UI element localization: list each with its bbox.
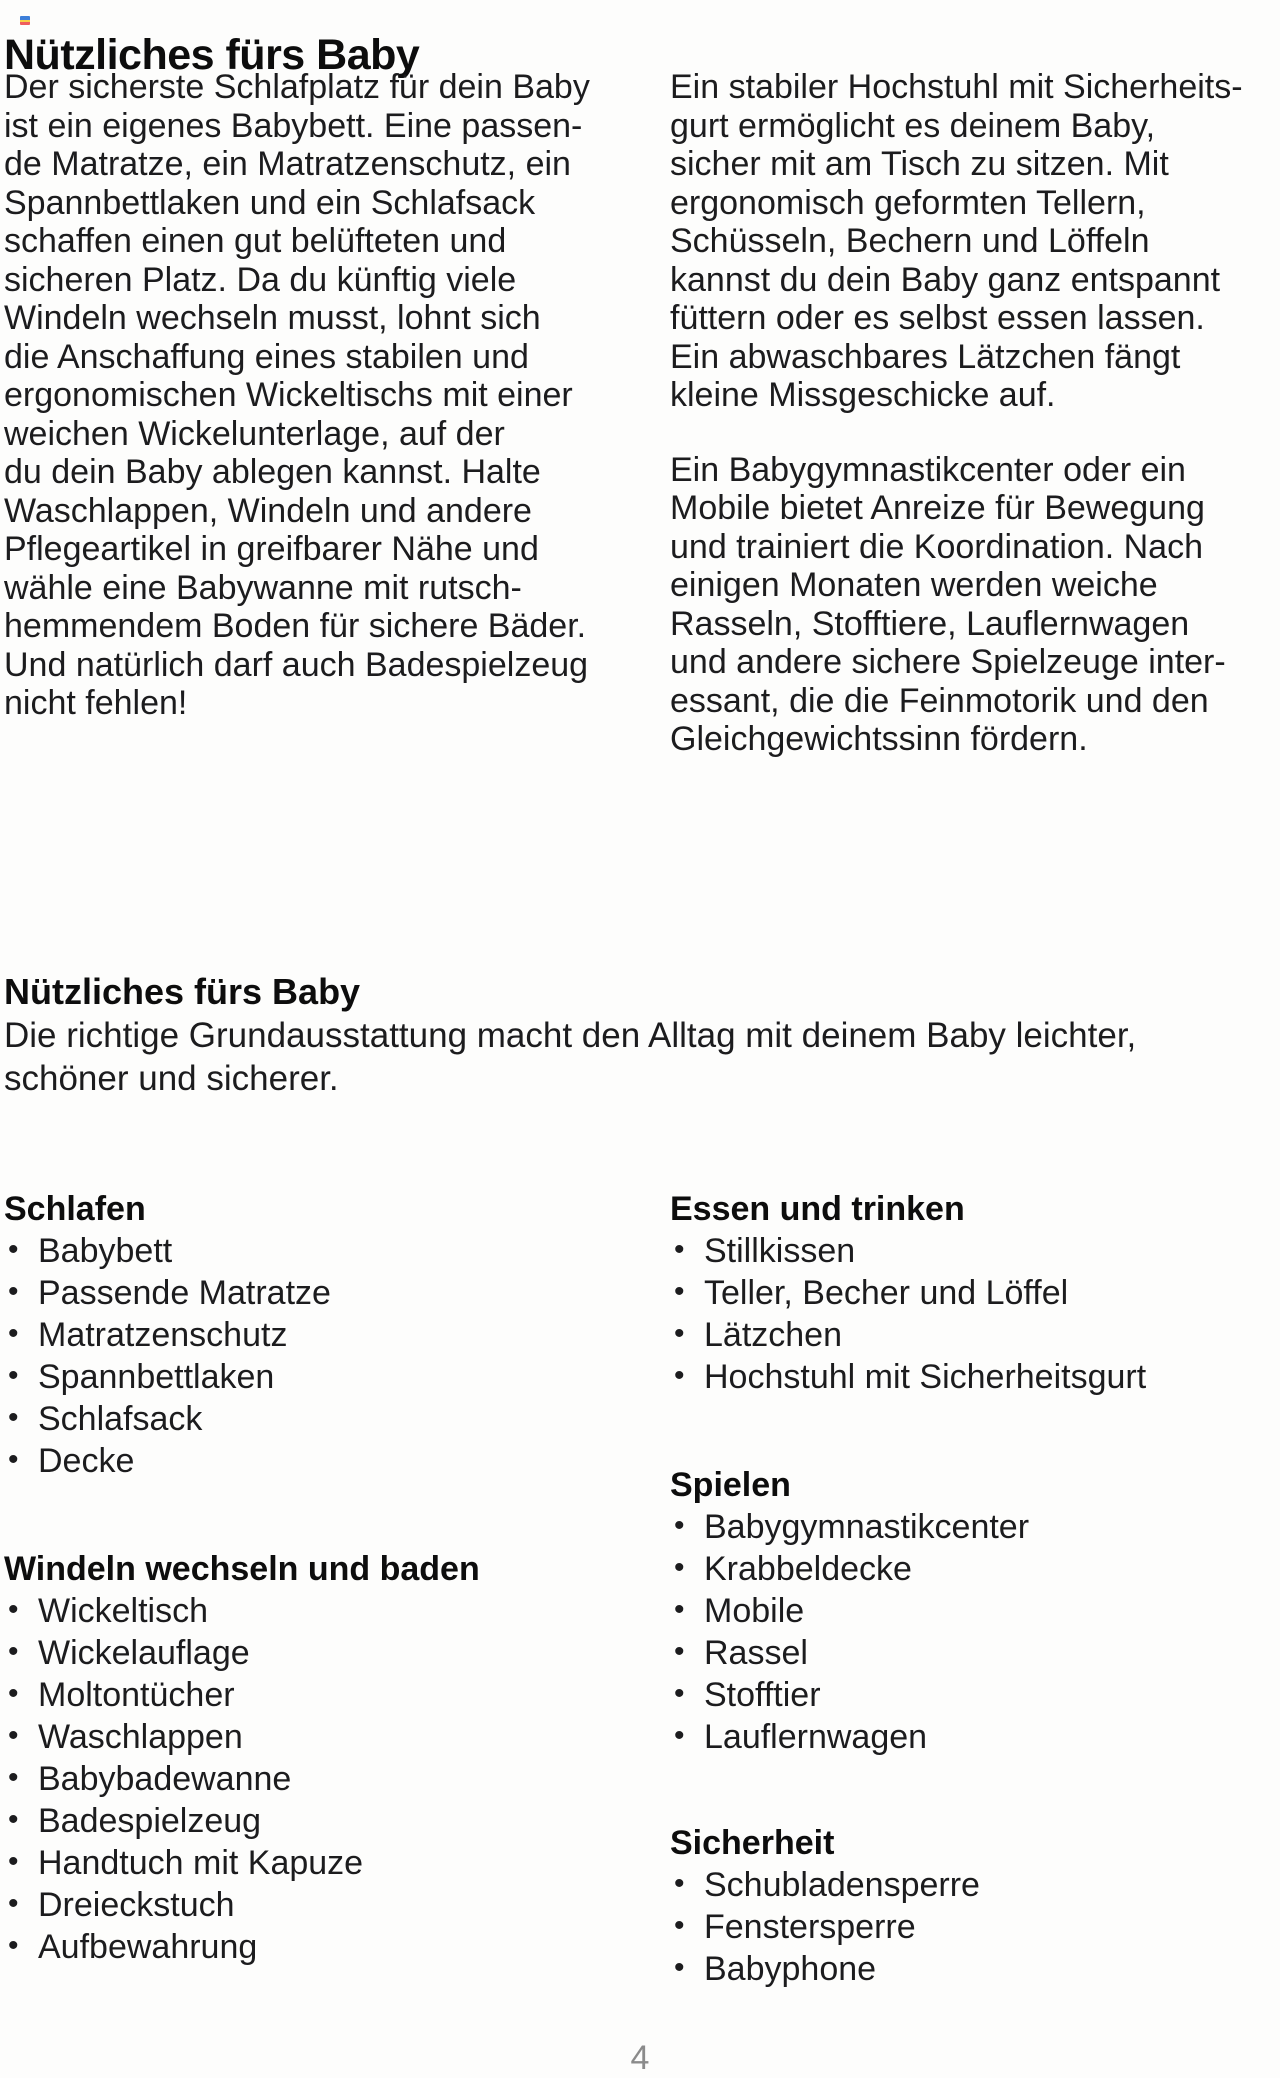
list-item-label: Babygymnastikcenter bbox=[704, 1508, 1030, 1546]
list-item-label: Fenstersperre bbox=[704, 1908, 916, 1946]
text-line: Rasseln, Stofftiere, Lauflernwagen bbox=[670, 604, 1190, 643]
bullet-icon: • bbox=[8, 1635, 19, 1668]
text-line: Der sicherste Schlafplatz für dein Baby bbox=[4, 68, 590, 106]
checklist-windeln bbox=[4, 1548, 614, 1968]
list-item-label: Passende Matratze bbox=[38, 1274, 331, 1312]
bullet-icon: • bbox=[8, 1443, 19, 1476]
list-item-label: Dreieckstuch bbox=[38, 1886, 235, 1924]
text-line: ergonomischen Wickeltischs mit einer bbox=[4, 376, 573, 414]
list-item bbox=[670, 1864, 1280, 1906]
list-item-label: Badespielzeug bbox=[38, 1802, 262, 1840]
list-item-label: Stillkissen bbox=[704, 1232, 856, 1270]
list-item bbox=[4, 1716, 614, 1758]
text-line: sicheren Platz. Da du künftig viele bbox=[4, 260, 517, 299]
list-item-label: Wickelauflage bbox=[38, 1634, 250, 1672]
checklist-windeln-items bbox=[4, 1590, 614, 1968]
text-line: ergonomisch geformten Tellern, bbox=[670, 183, 1146, 222]
checklist-spielen-items bbox=[670, 1506, 1280, 1758]
list-item bbox=[4, 1758, 614, 1800]
list-item bbox=[4, 1590, 614, 1632]
list-item bbox=[670, 1948, 1280, 1990]
list-item bbox=[670, 1632, 1280, 1674]
checklist-essen bbox=[670, 1188, 1280, 1398]
text-line: schaffen einen gut belüfteten und bbox=[4, 222, 507, 260]
list-item-label: Schubladensperre bbox=[704, 1866, 980, 1904]
intro-right-paragraph-1 bbox=[670, 68, 1280, 415]
list-item bbox=[4, 1398, 614, 1440]
bullet-icon: • bbox=[674, 1635, 685, 1668]
checklist-schlafen bbox=[4, 1188, 614, 1482]
list-item-label: Aufbewahrung bbox=[38, 1928, 258, 1966]
list-item bbox=[670, 1590, 1280, 1632]
checklist-windeln-heading: Windeln wechseln und baden bbox=[4, 1550, 480, 1588]
text-line: einigen Monaten werden weiche bbox=[670, 566, 1158, 604]
list-item-label: Wickeltisch bbox=[38, 1592, 209, 1630]
list-item bbox=[4, 1842, 614, 1884]
checklist-spielen bbox=[670, 1464, 1280, 1758]
list-item-label: Mobile bbox=[704, 1592, 805, 1630]
text-line: Mobile bietet Anreize für Bewegung bbox=[670, 489, 1205, 527]
summary-text bbox=[4, 1014, 1274, 1100]
checklist-sicherheit-items bbox=[670, 1864, 1280, 1990]
text-line: hemmendem Boden für sichere Bäder. bbox=[4, 607, 587, 645]
text-line: Windeln wechseln musst, lohnt sich bbox=[4, 299, 541, 337]
list-item-label: Lätzchen bbox=[704, 1316, 842, 1354]
list-item bbox=[670, 1272, 1280, 1314]
list-item bbox=[670, 1230, 1280, 1272]
list-item-label: Handtuch mit Kapuze bbox=[38, 1844, 364, 1882]
page-title: Nützliches fürs Baby bbox=[4, 30, 420, 79]
checklist-essen-items bbox=[670, 1230, 1280, 1398]
text-line: und trainiert die Koordination. Nach bbox=[670, 527, 1203, 566]
text-line: weichen Wickelunterlage, auf der bbox=[4, 414, 505, 453]
text-line: du dein Baby ablegen kannst. Halte bbox=[4, 453, 541, 491]
list-item bbox=[4, 1356, 614, 1398]
bullet-icon: • bbox=[8, 1317, 19, 1350]
bullet-icon: • bbox=[674, 1867, 685, 1900]
text-line: ist ein eigenes Babybett. Eine passen- bbox=[4, 106, 583, 145]
text-line: Gleichgewichtssinn fördern. bbox=[670, 720, 1088, 758]
list-item-label: Decke bbox=[38, 1442, 135, 1480]
bullet-icon: • bbox=[674, 1719, 685, 1752]
list-item-label: Waschlappen bbox=[38, 1718, 243, 1756]
list-item bbox=[4, 1800, 614, 1842]
text-line: nicht fehlen! bbox=[4, 684, 188, 722]
list-item bbox=[4, 1632, 614, 1674]
text-line: Und natürlich darf auch Badespielzeug bbox=[4, 645, 589, 684]
summary-heading: Nützliches fürs Baby bbox=[4, 971, 361, 1012]
text-line: schöner und sicherer. bbox=[4, 1059, 339, 1098]
text-line: die Anschaffung eines stabilen und bbox=[4, 337, 529, 376]
bullet-icon: • bbox=[8, 1929, 19, 1962]
list-item bbox=[4, 1230, 614, 1272]
intro-right-paragraph-2 bbox=[670, 451, 1280, 759]
list-item bbox=[670, 1548, 1280, 1590]
summary-section bbox=[4, 970, 1274, 1100]
text-line: kannst du dein Baby ganz entspannt bbox=[670, 260, 1221, 299]
checklist-schlafen-items bbox=[4, 1230, 614, 1482]
bullet-icon: • bbox=[8, 1803, 19, 1836]
list-item bbox=[4, 1440, 614, 1482]
bullet-icon: • bbox=[674, 1951, 685, 1984]
text-line: wähle eine Babywanne mit rutsch- bbox=[4, 568, 522, 607]
list-item-label: Babybadewanne bbox=[38, 1760, 292, 1798]
list-item-label: Hochstuhl mit Sicherheitsgurt bbox=[704, 1358, 1147, 1396]
text-line: und andere sichere Spielzeuge inter- bbox=[670, 643, 1226, 681]
text-line: Ein abwaschbares Lätzchen fängt bbox=[670, 337, 1181, 376]
bullet-icon: • bbox=[8, 1845, 19, 1878]
mini-flag-icon bbox=[20, 16, 30, 25]
bullet-icon: • bbox=[674, 1909, 685, 1942]
intro-left-paragraph bbox=[4, 68, 654, 723]
list-item bbox=[4, 1314, 614, 1356]
bullet-icon: • bbox=[674, 1317, 685, 1350]
list-item-label: Babybett bbox=[38, 1232, 173, 1270]
text-line: Ein Babygymnastikcenter oder ein bbox=[670, 450, 1186, 489]
text-line: sicher mit am Tisch zu sitzen. Mit bbox=[670, 145, 1169, 183]
text-line: füttern oder es selbst essen lassen. bbox=[670, 299, 1205, 337]
list-item bbox=[670, 1356, 1280, 1398]
bullet-icon: • bbox=[674, 1677, 685, 1710]
text-line: Spannbettlaken und ein Schlafsack bbox=[4, 183, 536, 222]
list-item bbox=[4, 1926, 614, 1968]
bullet-icon: • bbox=[674, 1593, 685, 1626]
list-item-label: Spannbettlaken bbox=[38, 1358, 275, 1396]
text-line: Waschlappen, Windeln und andere bbox=[4, 491, 532, 530]
list-item bbox=[670, 1906, 1280, 1948]
list-item-label: Stofftier bbox=[704, 1676, 821, 1714]
list-item bbox=[4, 1272, 614, 1314]
list-item bbox=[670, 1674, 1280, 1716]
text-line: Ein stabiler Hochstuhl mit Sicherheits- bbox=[670, 68, 1243, 106]
bullet-icon: • bbox=[8, 1359, 19, 1392]
list-item bbox=[670, 1506, 1280, 1548]
bullet-icon: • bbox=[8, 1887, 19, 1920]
bullet-icon: • bbox=[8, 1677, 19, 1710]
list-item bbox=[670, 1716, 1280, 1758]
bullet-icon: • bbox=[674, 1509, 685, 1542]
bullet-icon: • bbox=[674, 1359, 685, 1392]
bullet-icon: • bbox=[8, 1401, 19, 1434]
list-item-label: Teller, Becher und Löffel bbox=[704, 1274, 1069, 1312]
bullet-icon: • bbox=[8, 1593, 19, 1626]
text-line: gurt ermöglicht es deinem Baby, bbox=[670, 106, 1156, 145]
list-item bbox=[670, 1314, 1280, 1356]
bullet-icon: • bbox=[8, 1761, 19, 1794]
bullet-icon: • bbox=[674, 1275, 685, 1308]
bullet-icon: • bbox=[674, 1233, 685, 1266]
text-line: Die richtige Grundausstattung macht den Alltag mit deinem Baby leichter, bbox=[4, 1016, 1137, 1055]
bullet-icon: • bbox=[8, 1233, 19, 1266]
list-item-label: Matratzenschutz bbox=[38, 1316, 288, 1354]
list-item-label: Lauflernwagen bbox=[704, 1718, 928, 1756]
list-item-label: Rassel bbox=[704, 1634, 808, 1672]
mini-flag-stripe-red bbox=[20, 22, 30, 25]
list-item-label: Babyphone bbox=[704, 1950, 877, 1988]
bullet-icon: • bbox=[8, 1719, 19, 1752]
checklist-spielen-heading: Spielen bbox=[670, 1466, 791, 1504]
list-item bbox=[4, 1674, 614, 1716]
list-item bbox=[4, 1884, 614, 1926]
list-item-label: Krabbeldecke bbox=[704, 1550, 912, 1588]
list-item-label: Moltontücher bbox=[38, 1676, 235, 1714]
list-item-label: Schlafsack bbox=[38, 1400, 203, 1438]
checklist-schlafen-heading: Schlafen bbox=[4, 1190, 146, 1228]
checklist-sicherheit-heading: Sicherheit bbox=[670, 1824, 835, 1862]
intro-left-column bbox=[4, 68, 654, 723]
checklist-sicherheit bbox=[670, 1822, 1280, 1990]
text-line: de Matratze, ein Matratzenschutz, ein bbox=[4, 145, 571, 183]
bullet-icon: • bbox=[8, 1275, 19, 1308]
intro-right-column bbox=[670, 68, 1280, 759]
text-line: kleine Missgeschicke auf. bbox=[670, 376, 1056, 414]
checklist-essen-heading: Essen und trinken bbox=[670, 1190, 965, 1228]
text-line: Pflegeartikel in greifbarer Nähe und bbox=[4, 530, 539, 568]
page-number: 4 bbox=[630, 2039, 650, 2077]
bullet-icon: • bbox=[674, 1551, 685, 1584]
text-line: Schüsseln, Bechern und Löffeln bbox=[670, 222, 1150, 260]
text-line: essant, die die Feinmotorik und den bbox=[670, 681, 1209, 720]
